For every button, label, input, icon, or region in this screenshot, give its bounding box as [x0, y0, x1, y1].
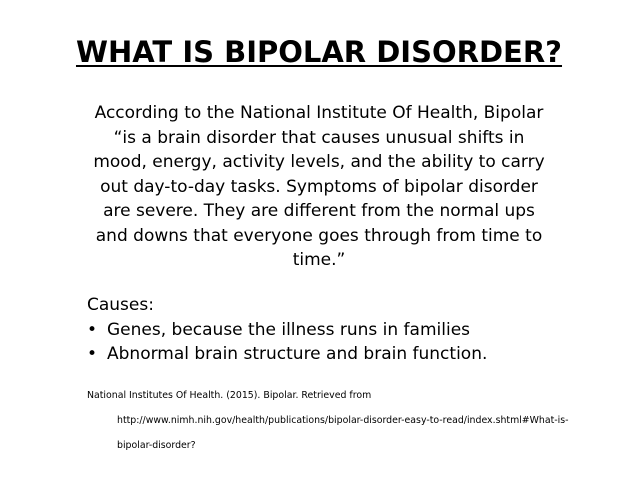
citation-source: National Institutes Of Health. (2015). Bipolar. Retrieved from: [87, 390, 372, 401]
quote-line: mood, energy, activity levels, and the ability to carry: [93, 152, 545, 172]
slide-title: WHAT IS BIPOLAR DISORDER?: [75, 35, 563, 69]
list-item: [87, 318, 557, 343]
bullet-icon: •: [87, 319, 98, 340]
bullet-icon: •: [87, 344, 98, 364]
quote-line: According to the National Institute Of Health, Bipolar: [94, 103, 544, 123]
cause-text: Abnormal brain structure and brain function.: [107, 344, 488, 364]
quote-line: are severe. They are different from the normal ups: [103, 201, 535, 221]
causes-list: [87, 318, 557, 367]
citation-url-continued: bipolar-disorder?: [117, 440, 196, 451]
causes-section: [87, 293, 557, 367]
quote-line: out day-to-day tasks. Symptoms of bipolar disorder: [100, 176, 538, 197]
causes-heading: Causes:: [87, 295, 154, 315]
quote-line: “is a brain disorder that causes unusual shifts in: [113, 127, 525, 148]
quote-line: time.”: [292, 250, 346, 270]
list-item: [87, 342, 557, 367]
citation-url: http://www.nimh.nih.gov/health/publications/bipolar-disorder-easy-to-read/index.shtml#What-is-: [117, 415, 569, 426]
quote-line: and downs that everyone goes through from time to: [95, 225, 543, 246]
cause-text: Genes, because the illness runs in families: [107, 319, 471, 340]
definition-quote: [78, 101, 560, 273]
